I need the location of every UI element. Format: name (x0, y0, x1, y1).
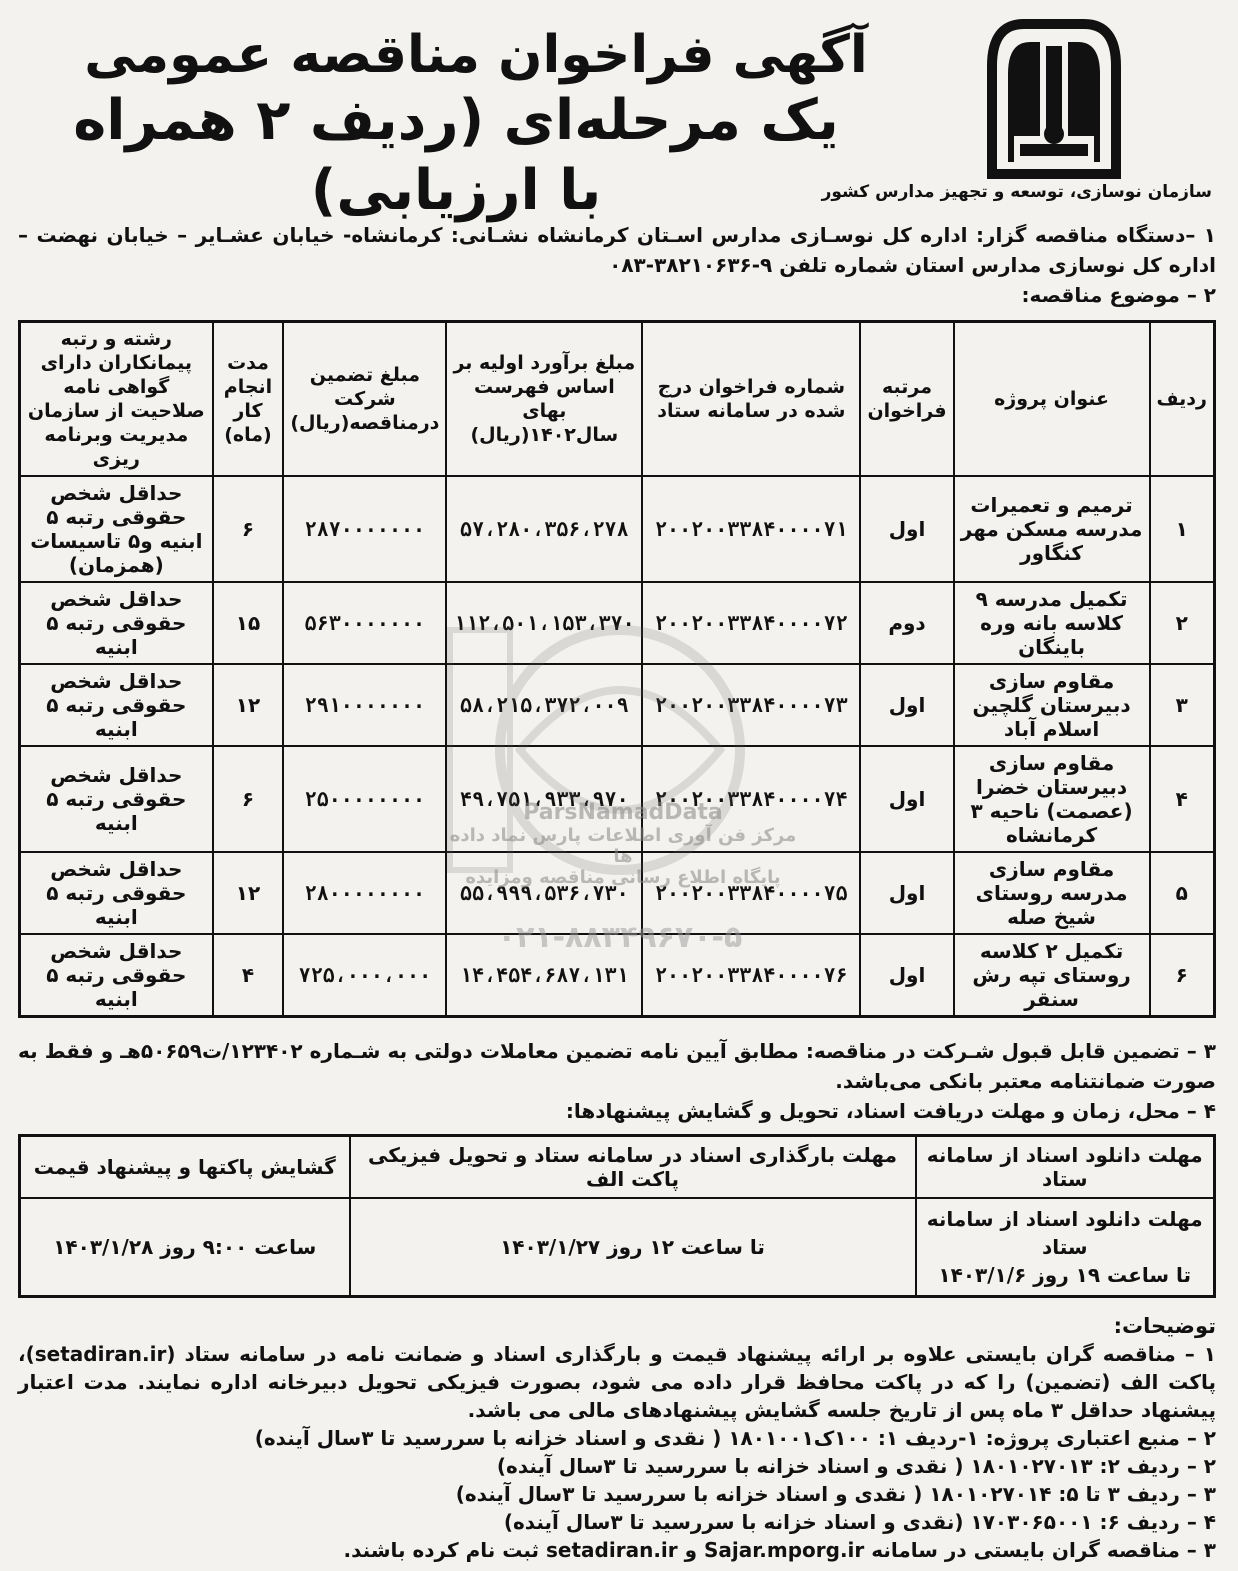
header-title: عنوان پروژه (954, 322, 1150, 477)
cell-duration: ۶ (213, 476, 284, 582)
section-4-heading: ۴ – محل، زمان و مهلت دریافت اسناد، تحویل و گشایش پیشنهادها: (565, 1099, 1216, 1123)
section-1-text: اداره کل نوسـازی مدارس اسـتان کرمانشاه نشـانی: کرمانشاه- خیابان عشـایر – خیابان نهضت – اداره کل نوسازی مدارس استان شماره تلفن ۹-۳۸۲۱۰۶۳۶-۰۸۳ (18, 223, 1216, 277)
cell-duration: ۱۲ (213, 664, 284, 746)
notice-title (66, 24, 886, 226)
schedule-table (18, 1134, 1216, 1298)
cell-title: مقاوم سازی دبیرستان خضرا (عصمت) ناحیه ۳ کرمانشاه (954, 746, 1150, 852)
notes-section (18, 1312, 1216, 1564)
section-1-heading: ۱ –دستگاه مناقصه گزار: (975, 223, 1217, 247)
cell-rank: اول (860, 746, 953, 852)
download-line-2: تا ساعت ۱۹ روز ۱۴۰۳/۱/۶ (938, 1263, 1192, 1287)
cell-download (916, 1198, 1215, 1297)
section-guarantee (18, 1036, 1216, 1096)
cell-idx: ۳ (1150, 664, 1215, 746)
cell-bond: ۲۸۰۰۰۰۰۰۰۰ (283, 852, 446, 934)
header-opening: گشایش پاکتها و پیشنهاد قیمت (20, 1136, 350, 1199)
watermark-brand-name: ParsNamadData (523, 800, 723, 825)
cell-title: مقاوم سازی مدرسه روستای شیخ صله (954, 852, 1150, 934)
header-idx: ردیف (1150, 322, 1215, 477)
cell-estimate: ۵۵،۹۹۹،۵۳۶،۷۳۰ (446, 852, 642, 934)
cell-number: ۲۰۰۲۰۰۳۳۸۴۰۰۰۰۷۱ (642, 476, 860, 582)
cell-category: حداقل شخص حقوقی رتبه ۵ ابنیه (20, 746, 213, 852)
table-row (20, 476, 1215, 582)
cell-bond: ۵۶۳۰۰۰۰۰۰۰ (283, 582, 446, 664)
section-3-heading: ۳ – تضمین قابل قبول شـرکت در مناقصه: (805, 1039, 1216, 1063)
cell-opening: ساعت ۹:۰۰ روز ۱۴۰۳/۱/۲۸ (20, 1198, 350, 1297)
cell-rank: اول (860, 664, 953, 746)
title-line-1: آگهی فراخوان مناقصه عمومی (84, 25, 868, 85)
section-subject (18, 280, 1216, 310)
projects-table-header (20, 322, 1215, 477)
cell-bond: ۲۸۷۰۰۰۰۰۰۰ (283, 476, 446, 582)
cell-idx: ۲ (1150, 582, 1215, 664)
section-schedule (18, 1096, 1216, 1126)
cell-number: ۲۰۰۲۰۰۳۳۸۴۰۰۰۰۷۲ (642, 582, 860, 664)
section-3-text: مطابق آیین نامه تضمین معاملات دولتی به شـماره ۱۲۳۴۰۲/ت۵۰۶۵۹هـ و فقط به صورت ضمانتنامه معتبر بانکی می‌باشد. (18, 1039, 1216, 1093)
cell-category: حداقل شخص حقوقی رتبه ۵ ابنیه و۵ تاسیسات (همزمان) (20, 476, 213, 582)
cell-title: تکمیل ۲ کلاسه روستای تپه رش سنقر (954, 934, 1150, 1017)
title-line-2: یک مرحله‌ای (ردیف ۲ همراه با ارزیابی) (73, 88, 839, 223)
schedule-table-row (20, 1198, 1215, 1297)
cell-estimate: ۵۷،۲۸۰،۳۵۶،۲۷۸ (446, 476, 642, 582)
header-download: مهلت دانلود اسناد از سامانه ستاد (916, 1136, 1215, 1199)
header-rank: مرتبه فراخوان (860, 322, 953, 477)
cell-title: ترمیم و تعمیرات مدرسه مسکن مهر کنگاور (954, 476, 1150, 582)
cell-rank: اول (860, 934, 953, 1017)
cell-estimate: ۴۹،۷۵۱،۹۳۳،۹۷۰ (446, 746, 642, 852)
note-item: ۲ – ردیف ۲: ۱۸۰۱۰۲۷۰۱۳ ( نقدی و اسناد خزانه با سررسید تا ۳سال آینده) (496, 1454, 1216, 1478)
cell-bond: ۲۵۰۰۰۰۰۰۰۰ (283, 746, 446, 852)
organization-name: سازمان نوسازی، توسعه و تجهیز مدارس کشور (821, 182, 1212, 202)
header-duration: مدت انجام کار (ماه) (213, 322, 284, 477)
organization-logo-icon (984, 16, 1124, 181)
cell-duration: ۱۲ (213, 852, 284, 934)
schedule-table-header (20, 1136, 1215, 1199)
notes-heading: توضیحات: (1113, 1314, 1216, 1338)
section-2-heading: ۲ – موضوع مناقصه: (1021, 283, 1216, 307)
watermark-brand (438, 800, 808, 888)
header-category: رشته و رتبه پیمانکاران دارای گواهی نامه صلاحیت از سازمان مدیریت وبرنامه ریزی (20, 322, 213, 477)
cell-estimate: ۱۱۲،۵۰۱،۱۵۳،۳۷۰ (446, 582, 642, 664)
note-item: ۳ – مناقصه گران بایستی در سامانه Sajar.mporg.ir و setadiran.ir ثبت نام کرده باشند. (343, 1538, 1216, 1562)
header-number: شماره فراخوان درج شده در سامانه ستاد (642, 322, 860, 477)
cell-duration: ۱۵ (213, 582, 284, 664)
note-item: ۲ – منبع اعتباری پروژه: ۱-ردیف ۱: ۱۰۰ک۱۸۰۱۰۰۱ ( نقدی و اسناد خزانه با سررسید تا ۳سال آینده) (254, 1426, 1216, 1450)
cell-bond: ۷۲۵،۰۰۰،۰۰۰ (283, 934, 446, 1017)
header-upload: مهلت بارگذاری اسناد در سامانه ستاد و تحویل فیزیکی پاکت الف (350, 1136, 916, 1199)
note-item: ۳ – ردیف ۳ تا ۵: ۱۸۰۱۰۲۷۰۱۴ ( نقدی و اسناد خزانه با سررسید تا ۳سال آینده) (455, 1482, 1216, 1506)
cell-category: حداقل شخص حقوقی رتبه ۵ ابنیه (20, 664, 213, 746)
notice-header (18, 10, 1216, 223)
cell-number: ۲۰۰۲۰۰۳۳۸۴۰۰۰۰۷۶ (642, 934, 860, 1017)
cell-idx: ۶ (1150, 934, 1215, 1017)
watermark-line-1: مرکز فن آوری اطلاعات پارس نماد داده ها (449, 825, 797, 867)
cell-category: حداقل شخص حقوقی رتبه ۵ ابنیه (20, 582, 213, 664)
cell-idx: ۵ (1150, 852, 1215, 934)
cell-number: ۲۰۰۲۰۰۳۳۸۴۰۰۰۰۷۳ (642, 664, 860, 746)
cell-idx: ۱ (1150, 476, 1215, 582)
cell-estimate: ۱۴،۴۵۴،۶۸۷،۱۳۱ (446, 934, 642, 1017)
cell-title: تکمیل مدرسه ۹ کلاسه بانه وره باینگان (954, 582, 1150, 664)
cell-category: حداقل شخص حقوقی رتبه ۵ ابنیه (20, 852, 213, 934)
watermark-phone: ۰۲۱-۸۸۳۴۹۶۷۰-۵ (497, 920, 743, 955)
table-row (20, 664, 1215, 746)
download-line-1: مهلت دانلود اسناد از سامانه ستاد (926, 1207, 1203, 1259)
cell-duration: ۶ (213, 746, 284, 852)
cell-upload: تا ساعت ۱۲ روز ۱۴۰۳/۱/۲۷ (350, 1198, 916, 1297)
note-item: ۴ – ردیف ۶: ۱۷۰۳۰۶۵۰۰۱ (نقدی و اسناد خزانه با سررسید تا ۳سال آینده) (503, 1510, 1216, 1534)
cell-estimate: ۵۸،۲۱۵،۳۷۲،۰۰۹ (446, 664, 642, 746)
projects-table (18, 320, 1216, 1018)
cell-rank: اول (860, 852, 953, 934)
header-estimate: مبلغ برآورد اولیه بر اساس فهرست بهای سال۱۴۰۲(ریال) (446, 322, 642, 477)
table-row (20, 582, 1215, 664)
cell-rank: اول (860, 476, 953, 582)
cell-number: ۲۰۰۲۰۰۳۳۸۴۰۰۰۰۷۴ (642, 746, 860, 852)
note-item: ۱ – مناقصه گران بایستی علاوه بر ارائه پیشنهاد قیمت و بارگذاری اسناد و ضمانت نامه در سامانه ستاد (setadiran.ir)، پاکت الف (تضمین) را که در پاکت محافظ قرار داده می شود، بصورت فیزیکی تحویل دبیرخانه اداره نمایند. مدت اعتبار پیشنهاد حداقل ۳ ماه پس از تاریخ جلسه گشایش پیشنهادهای مالی می باشد. (18, 1342, 1216, 1422)
cell-title: مقاوم سازی دبیرستان گلچین اسلام آباد (954, 664, 1150, 746)
watermark-line-2: پایگاه اطلاع رسانی مناقصه ومزایده (465, 867, 781, 888)
cell-idx: ۴ (1150, 746, 1215, 852)
section-tender-organizer (18, 220, 1216, 280)
header-bond: مبلغ تضمین شرکت درمناقصه(ریال) (283, 322, 446, 477)
cell-rank: دوم (860, 582, 953, 664)
cell-bond: ۲۹۱۰۰۰۰۰۰۰ (283, 664, 446, 746)
cell-duration: ۴ (213, 934, 284, 1017)
cell-number: ۲۰۰۲۰۰۳۳۸۴۰۰۰۰۷۵ (642, 852, 860, 934)
cell-category: حداقل شخص حقوقی رتبه ۵ ابنیه (20, 934, 213, 1017)
